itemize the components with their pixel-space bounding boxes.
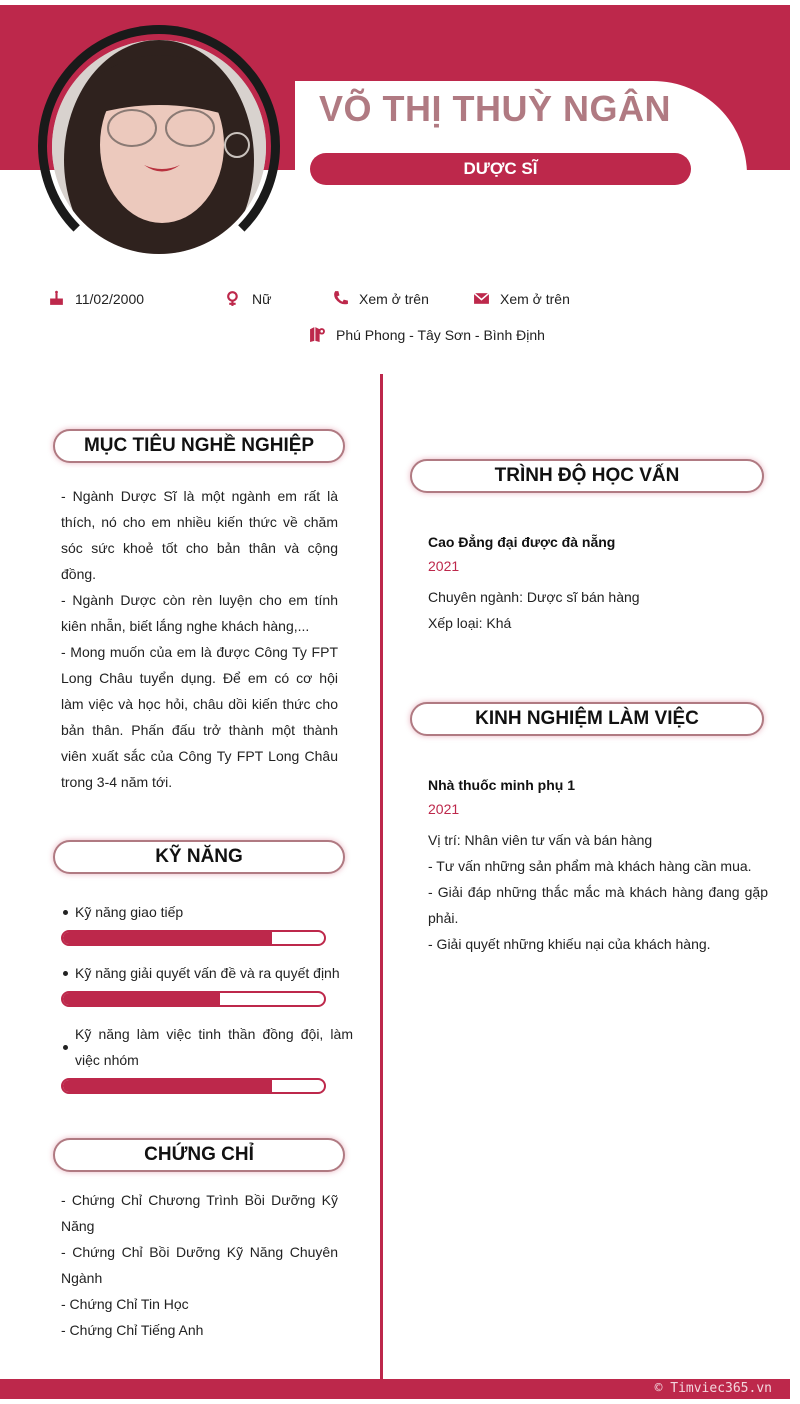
- education-year: 2021: [428, 558, 460, 574]
- skill-item: [63, 899, 353, 925]
- phone-icon: [332, 290, 349, 307]
- gender-value: Nữ: [252, 290, 272, 307]
- skill-item: [63, 960, 353, 986]
- birthday-cake-icon: [48, 290, 65, 307]
- objective-paragraph: - Ngành Dược còn rèn luyện cho em tính kiên nhẫn, biết lắng nghe khách hàng,...: [61, 592, 338, 634]
- education-major: Chuyên ngành: Dược sĩ bán hàng: [428, 589, 640, 605]
- envelope-icon: [473, 290, 490, 307]
- experience-line: Vị trí: Nhân viên tư vấn và bán hàng: [428, 832, 653, 848]
- certificate-item: - Chứng Chỉ Chương Trình Bồi Dưỡng Kỹ Năng: [61, 1192, 338, 1234]
- map-marker-icon: [309, 326, 326, 343]
- certificates-heading: CHỨNG CHỈ: [53, 1138, 345, 1172]
- birthday-value: 11/02/2000: [75, 290, 145, 307]
- email-value[interactable]: Xem ở trên: [500, 290, 570, 307]
- skill-item: [63, 1021, 353, 1073]
- address-info: [309, 326, 545, 343]
- objective-heading: MỤC TIÊU NGHỀ NGHIỆP: [53, 429, 345, 463]
- footer-bar: [0, 1379, 790, 1399]
- objective-paragraph: - Mong muốn của em là được Công Ty FPT Long Châu tuyển dụng. Để em có cơ hội làm việc và học hỏi, châu dồi kiến thức cho bản thân. Phấn đấu trở thành một thành viên xuất sắc của Công Ty FPT Long Châu trong 3-4 năm tới.: [61, 644, 338, 790]
- education-grade: Xếp loại: Khá: [428, 615, 512, 631]
- candidate-name: VÕ THỊ THUỲ NGÂN: [318, 88, 671, 129]
- bullet-icon: [63, 1045, 68, 1050]
- certificate-item: - Chứng Chỉ Tiếng Anh: [61, 1322, 204, 1338]
- experience-heading: KINH NGHIỆM LÀM VIỆC: [410, 702, 764, 736]
- bullet-icon: [63, 910, 68, 915]
- birthday-info: [48, 290, 144, 307]
- skill-bar: [61, 1078, 326, 1094]
- experience-line: - Giải đáp những thắc mắc mà khách hàng đang gặp phải.: [428, 884, 768, 926]
- avatar-illustration: [52, 40, 266, 254]
- email-info: [473, 290, 570, 307]
- education-school: Cao Đẳng đại được đà nẵng: [428, 534, 616, 550]
- gender-info: [225, 290, 271, 307]
- skill-bar: [61, 991, 326, 1007]
- skill-bar-fill: [63, 1080, 272, 1092]
- avatar: [52, 40, 266, 254]
- skill-label: Kỹ năng làm việc tinh thần đồng đội, làm việc nhóm: [75, 1026, 353, 1068]
- certificate-item: - Chứng Chỉ Bồi Dưỡng Kỹ Năng Chuyên Ngành: [61, 1244, 338, 1286]
- skill-label: Kỹ năng giải quyết vấn đề và ra quyết định: [75, 965, 340, 981]
- gender-icon: [225, 290, 242, 307]
- skills-heading: KỸ NĂNG: [53, 840, 345, 874]
- skill-label: Kỹ năng giao tiếp: [75, 904, 184, 920]
- skill-bar: [61, 930, 326, 946]
- address-value: Phú Phong - Tây Sơn - Bình Định: [336, 326, 545, 343]
- objective-text: [61, 483, 338, 795]
- education-heading: TRÌNH ĐỘ HỌC VẤN: [410, 459, 764, 493]
- phone-value[interactable]: Xem ở trên: [359, 290, 429, 307]
- watermark: © Timviec365.vn: [654, 1381, 772, 1396]
- experience-line: - Tư vấn những sản phẩm mà khách hàng cần mua.: [428, 858, 752, 874]
- experience-details: [428, 827, 768, 957]
- column-divider: [380, 374, 383, 1379]
- education-details: [428, 584, 768, 636]
- skill-bar-fill: [63, 993, 220, 1005]
- certificate-item: - Chứng Chỉ Tin Học: [61, 1296, 189, 1312]
- certificates-list: [61, 1187, 338, 1343]
- experience-company: Nhà thuốc minh phụ 1: [428, 777, 575, 793]
- position-badge: DƯỢC SĨ: [310, 153, 691, 185]
- objective-paragraph: - Ngành Dược Sĩ là một ngành em rất là thích, nó cho em nhiều kiến thức về chăm sóc sức khoẻ tốt cho bản thân và cộng đồng.: [61, 488, 338, 582]
- experience-year: 2021: [428, 801, 460, 817]
- bullet-icon: [63, 971, 68, 976]
- experience-line: - Giải quyết những khiếu nại của khách hàng.: [428, 936, 711, 952]
- skill-bar-fill: [63, 932, 272, 944]
- phone-info: [332, 290, 429, 307]
